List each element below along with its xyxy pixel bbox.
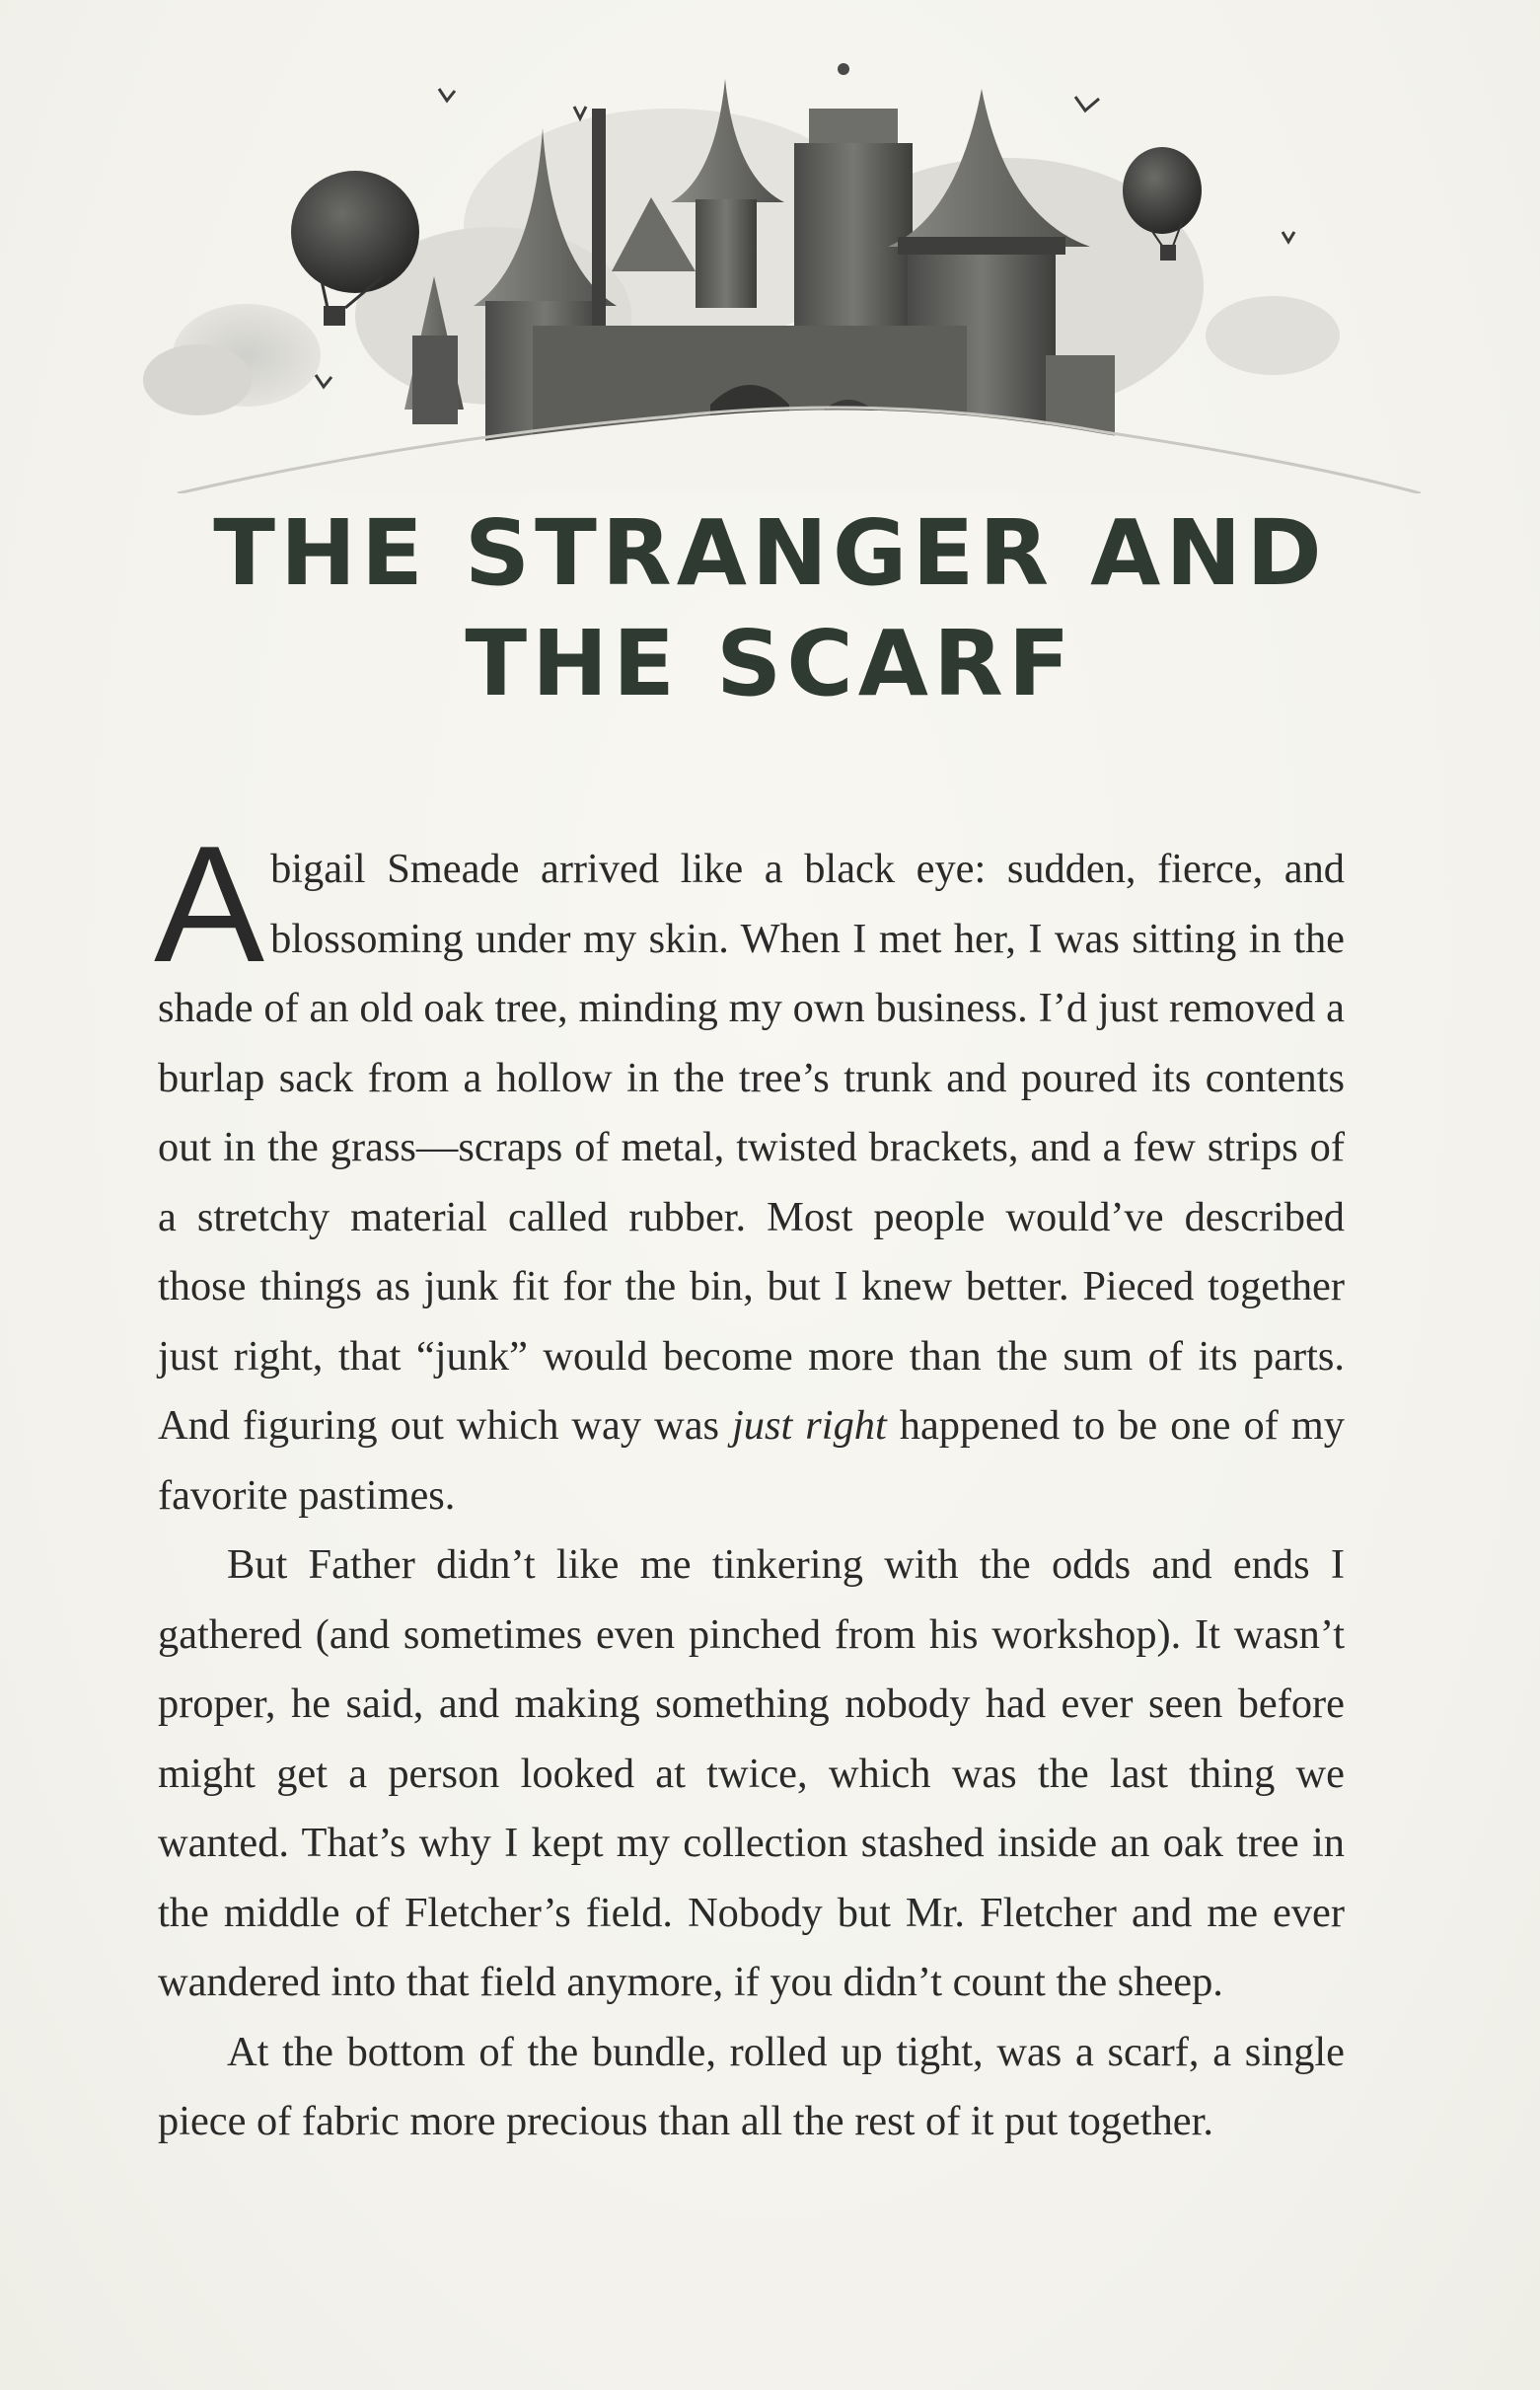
paragraph-1 [154, 811, 1345, 1531]
paragraph-1-text: bigail Smeade arrived like a black eye: sudden, fierce, and blossoming under my skin. When I met her, I was sitting in the shade of an old oak tree, minding my own business. I’d just removed a burlap sack from a hollow in the tree’s trunk and poured its contents out in the grass—scraps of metal, twisted brackets, and a few strips of a stretchy material called rubber. Most people would’ve described those things as junk fit for the bin, but I knew better. Pieced together just right, that “junk” would become more than the sum of its parts. And figuring out which way was [158, 846, 1345, 1449]
paragraph-3: At the bottom of the bundle, rolled up tight, was a scarf, a single piece of fabric more precious than all the rest of it put together. [158, 2028, 1345, 2144]
chapter-title-line-1: THE STRANGER AND [213, 500, 1327, 606]
drop-cap: A [154, 811, 265, 997]
chapter-title-line-2: THE SCARF [465, 611, 1075, 716]
castle-illustration [118, 30, 1421, 493]
chapter-body [154, 811, 1345, 2157]
paragraph-1-emphasis: just right [732, 1402, 887, 1449]
chapter-title [0, 498, 1540, 719]
paragraph-1-end: happened to be one of my favorite pastimes. [158, 1402, 1345, 1519]
paragraph-2: But Father didn’t like me tinkering with the odds and ends I gathered (and sometimes even pinched from his workshop). It wasn’t proper, he said, and making something nobody had ever seen before might get a person looked at twice, which was the last thing we wanted. That’s why I kept my collection stashed inside an oak tree in the middle of Fletcher’s field. Nobody but Mr. Fletcher and me ever wandered into that field anymore, if you didn’t count the sheep. [158, 1541, 1345, 2005]
